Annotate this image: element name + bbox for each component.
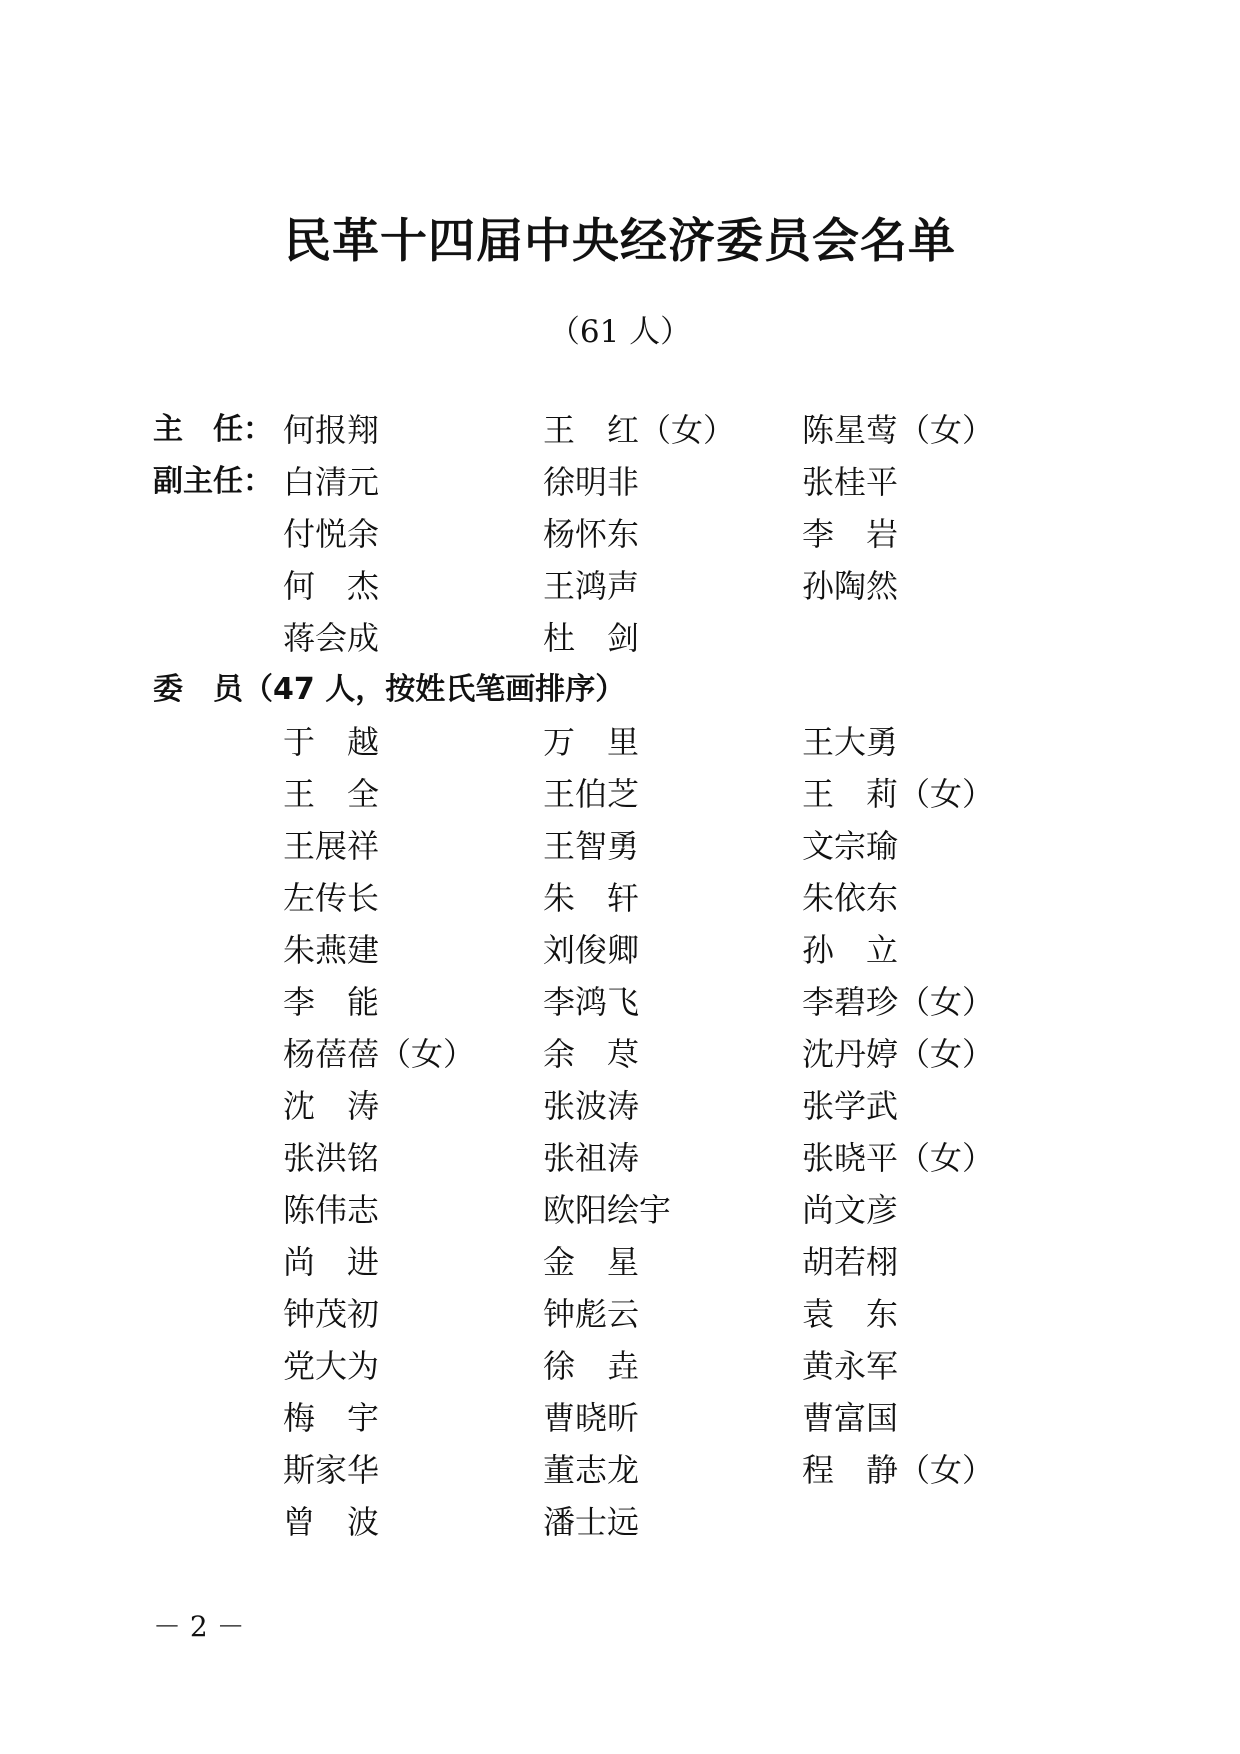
member-name: 尚 进 bbox=[283, 1243, 380, 1281]
member-name: 黄永军 bbox=[802, 1347, 899, 1385]
member-name: 金 星 bbox=[543, 1243, 640, 1281]
member-name: 朱依东 bbox=[802, 879, 899, 917]
list-row bbox=[0, 612, 1240, 664]
member-name: 王 全 bbox=[283, 775, 380, 813]
member-name: 张祖涛 bbox=[543, 1139, 640, 1177]
member-name: 斯家华 bbox=[283, 1451, 380, 1489]
list-row bbox=[0, 456, 1240, 508]
member-name: 杨蓓蓓（女） bbox=[283, 1035, 476, 1073]
list-row bbox=[0, 820, 1240, 872]
document-title: 民革十四届中央经济委员会名单 bbox=[284, 214, 956, 269]
member-name: 文宗瑜 bbox=[802, 827, 899, 865]
member-name: 孙 立 bbox=[802, 931, 899, 969]
list-row bbox=[0, 1132, 1240, 1184]
member-name: 朱燕建 bbox=[283, 931, 380, 969]
member-name: 梅 宇 bbox=[283, 1399, 380, 1437]
member-name: 李鸿飞 bbox=[543, 983, 640, 1021]
member-name: 张学武 bbox=[802, 1087, 899, 1125]
list-row bbox=[0, 1184, 1240, 1236]
role-label: 委 员（47 人，按姓氏笔画排序） bbox=[153, 672, 626, 707]
list-row bbox=[0, 508, 1240, 560]
member-name: 徐 垚 bbox=[543, 1347, 640, 1385]
member-name: 于 越 bbox=[283, 723, 380, 761]
member-name: 蒋会成 bbox=[283, 619, 380, 657]
role-label: 副主任： bbox=[153, 464, 273, 499]
page-number: － 2 － bbox=[153, 1610, 245, 1643]
member-name: 王 莉（女） bbox=[802, 775, 995, 813]
member-name: 王展祥 bbox=[283, 827, 380, 865]
list-row bbox=[0, 1288, 1240, 1340]
member-name: 王 红（女） bbox=[543, 411, 736, 449]
member-name: 尚文彦 bbox=[802, 1191, 899, 1229]
member-name: 陈伟志 bbox=[283, 1191, 380, 1229]
member-name: 曹晓昕 bbox=[543, 1399, 640, 1437]
member-name: 万 里 bbox=[543, 723, 640, 761]
role-label: 主 任： bbox=[153, 412, 273, 447]
member-name: 张波涛 bbox=[543, 1087, 640, 1125]
member-name: 钟茂初 bbox=[283, 1295, 380, 1333]
list-row bbox=[0, 1496, 1240, 1548]
member-name: 钟彪云 bbox=[543, 1295, 640, 1333]
member-name: 党大为 bbox=[283, 1347, 380, 1385]
list-row bbox=[0, 872, 1240, 924]
list-row bbox=[0, 768, 1240, 820]
member-name: 陈星莺（女） bbox=[802, 411, 995, 449]
member-name: 王大勇 bbox=[802, 723, 899, 761]
member-name: 沈 涛 bbox=[283, 1087, 380, 1125]
member-name: 何报翔 bbox=[283, 411, 380, 449]
member-name: 董志龙 bbox=[543, 1451, 640, 1489]
member-name: 张洪铭 bbox=[283, 1139, 380, 1177]
member-name: 王伯芝 bbox=[543, 775, 640, 813]
member-name: 王鸿声 bbox=[543, 567, 640, 605]
member-name: 李碧珍（女） bbox=[802, 983, 995, 1021]
member-name: 杜 剑 bbox=[543, 619, 640, 657]
member-name: 何 杰 bbox=[283, 567, 380, 605]
list-row bbox=[0, 1444, 1240, 1496]
list-row bbox=[0, 976, 1240, 1028]
member-name: 徐明非 bbox=[543, 463, 640, 501]
member-name: 刘俊卿 bbox=[543, 931, 640, 969]
list-row bbox=[0, 1236, 1240, 1288]
member-name: 沈丹婷（女） bbox=[802, 1035, 995, 1073]
list-row bbox=[0, 1028, 1240, 1080]
member-name: 付悦余 bbox=[283, 515, 380, 553]
member-name: 曾 波 bbox=[283, 1503, 380, 1541]
member-name: 白清元 bbox=[283, 463, 380, 501]
member-name: 袁 东 bbox=[802, 1295, 899, 1333]
member-name: 左传长 bbox=[283, 879, 380, 917]
member-name: 张桂平 bbox=[802, 463, 899, 501]
member-name: 李 岩 bbox=[802, 515, 899, 553]
member-name: 朱 轩 bbox=[543, 879, 640, 917]
member-name: 潘士远 bbox=[543, 1503, 640, 1541]
list-row bbox=[0, 404, 1240, 456]
member-name: 欧阳绘宇 bbox=[543, 1191, 672, 1229]
member-name: 曹富国 bbox=[802, 1399, 899, 1437]
member-name: 杨怀东 bbox=[543, 515, 640, 553]
list-row bbox=[0, 924, 1240, 976]
member-count: （61 人） bbox=[548, 314, 692, 350]
member-name: 王智勇 bbox=[543, 827, 640, 865]
list-row bbox=[0, 716, 1240, 768]
list-row bbox=[0, 1340, 1240, 1392]
member-name: 张晓平（女） bbox=[802, 1139, 995, 1177]
list-row bbox=[0, 1392, 1240, 1444]
member-name: 胡若栩 bbox=[802, 1243, 899, 1281]
member-name: 李 能 bbox=[283, 983, 380, 1021]
member-name: 余 荩 bbox=[543, 1035, 640, 1073]
member-name: 程 静（女） bbox=[802, 1451, 995, 1489]
member-name: 孙陶然 bbox=[802, 567, 899, 605]
list-row bbox=[0, 664, 1240, 716]
list-row bbox=[0, 560, 1240, 612]
list-row bbox=[0, 1080, 1240, 1132]
